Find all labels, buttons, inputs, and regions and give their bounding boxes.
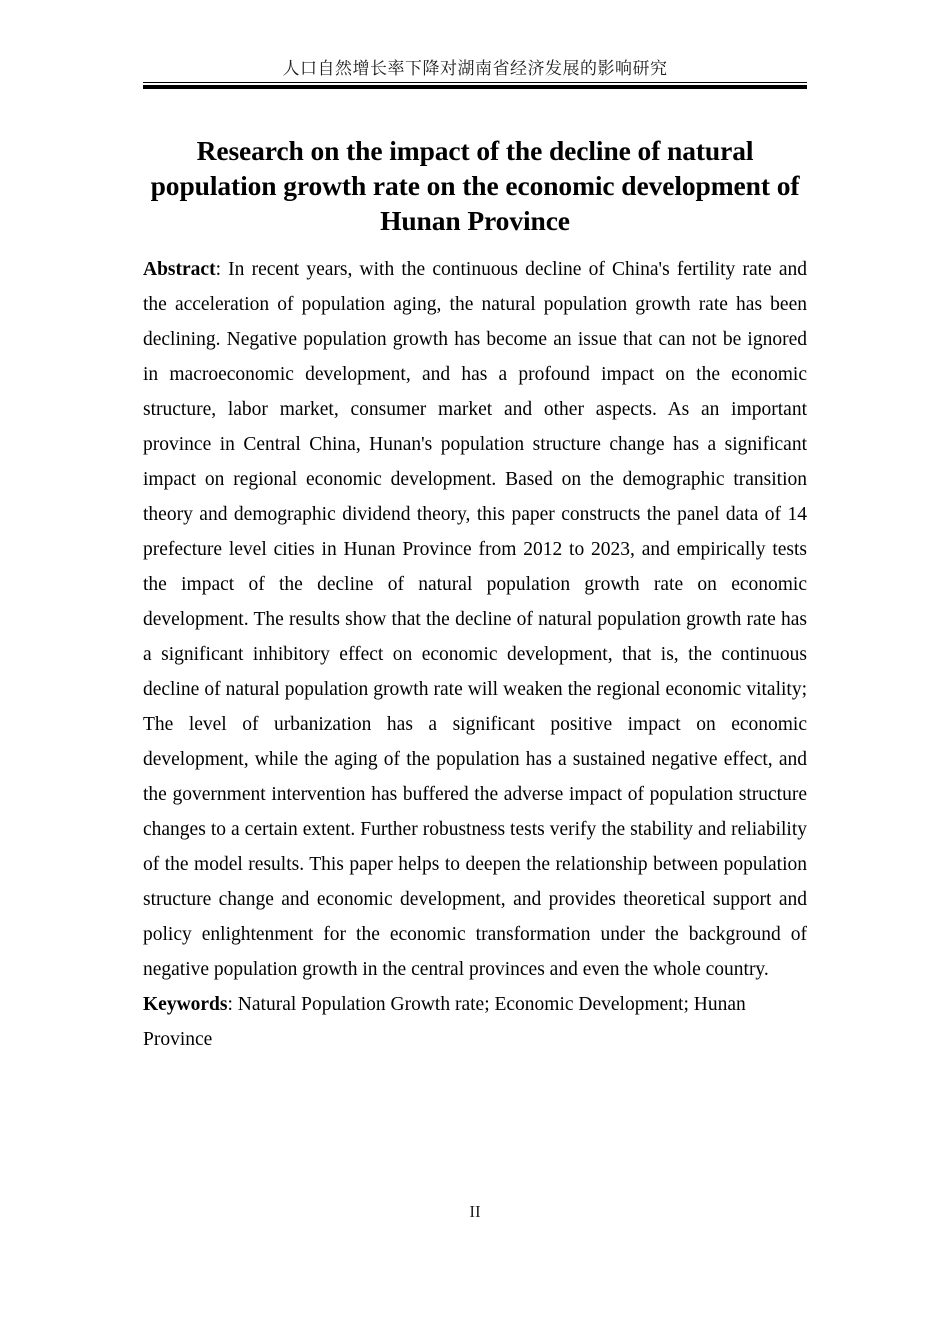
header-double-rule: [143, 82, 807, 89]
running-header-title: 人口自然增长率下降对湖南省经济发展的影响研究: [282, 59, 668, 78]
page-title: Research on the impact of the decline of natural population growth rate on the economic development of Hunan Province: [150, 135, 800, 237]
abstract-paragraph: [143, 252, 807, 987]
keywords-paragraph: [143, 987, 807, 1057]
abstract-section: [143, 252, 807, 1057]
abstract-body: In recent years, with the continuous decline of China's fertility rate and the acceleration of population aging, the natural population growth rate has been declining. Negative population growth has become an issue that can not be ignored in macroeconomic development, and has a profound impact on the economic structure, labor market, consumer market and other aspects. As an important province in Central China, Hunan's population structure change has a significant impact on regional economic development. Based on the demographic transition theory and demographic dividend theory, this paper constructs the panel data of 14 prefecture level cities in Hunan Province from 2012 to 2023, and empirically tests the impact of the decline of natural population growth rate on economic development. The results show that the decline of natural population growth rate has a significant inhibitory effect on economic development, that is, the continuous decline of natural population growth rate will weaken the regional economic vitality; The level of urbanization has a significant positive impact on economic development, while the aging of the population has a sustained negative effect, and the government intervention has buffered the adverse impact of population structure changes to a certain extent. Further robustness tests verify the stability and reliability of the model results. This paper helps to deepen the relationship between population structure change and economic development, and provides theoretical support and policy enlightenment for the economic transformation under the background of negative population growth in the central provinces and even the whole country.: [143, 259, 808, 980]
footer-page-number: II: [469, 1202, 481, 1221]
keywords-body: Natural Population Growth rate; Economic Development; Hunan Province: [143, 994, 746, 1050]
keywords-label: Keywords: [143, 994, 228, 1015]
abstract-separator: :: [215, 259, 229, 280]
keywords-separator: :: [227, 994, 238, 1015]
abstract-label: Abstract: [143, 259, 216, 280]
running-header: [143, 58, 807, 89]
header-rule-thick: [143, 85, 807, 89]
